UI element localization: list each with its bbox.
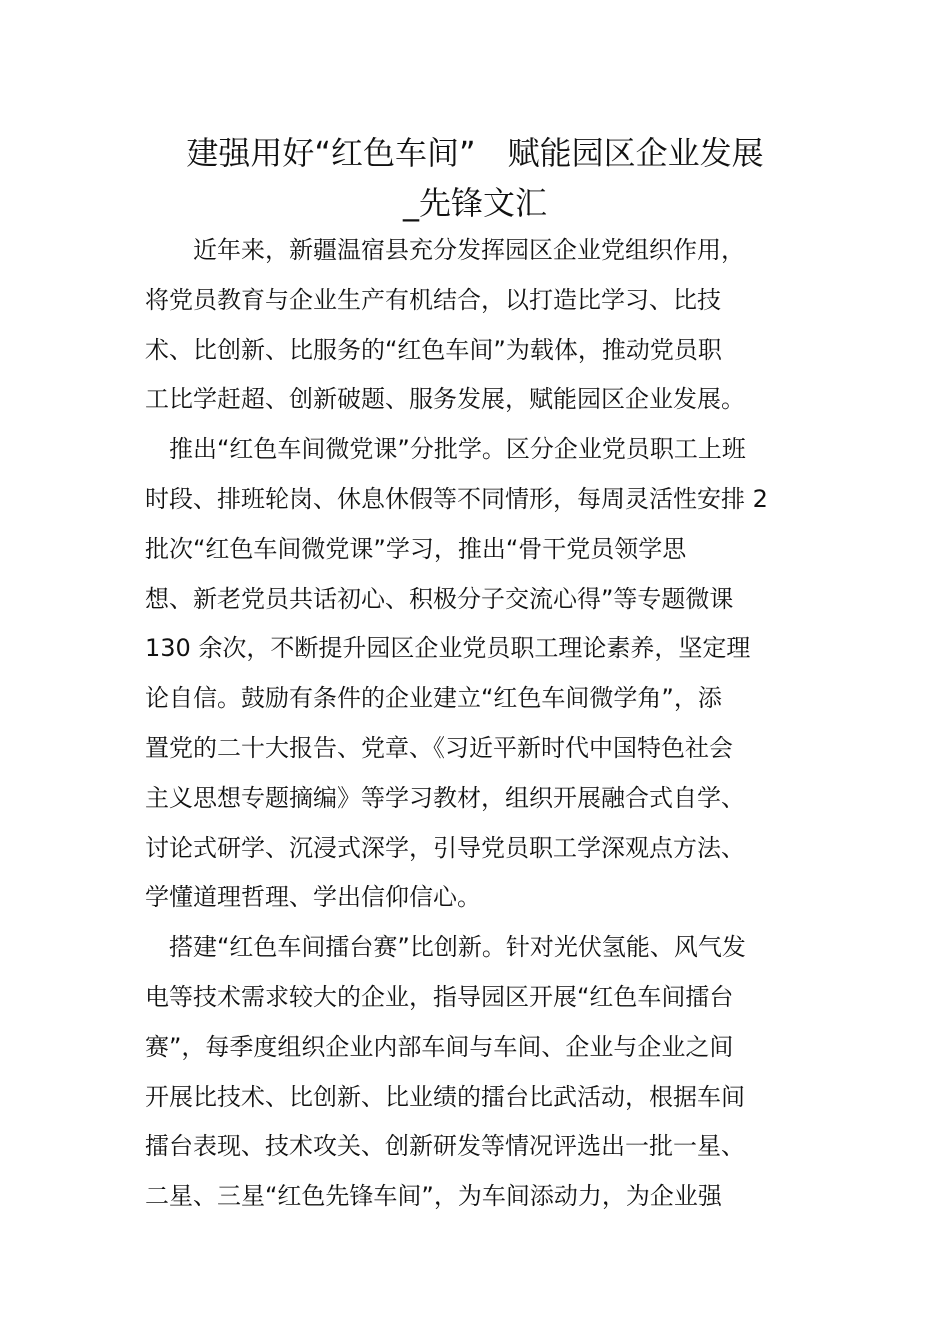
text-line: 搭建“红色车间擂台赛”比创新。针对光伏氢能、风气发 — [145, 933, 746, 962]
text-line: 时段、排班轮岗、休息休假等不同情形，每周灵活性安排 2 — [145, 484, 768, 513]
text-line: 130 余次，不断提升园区企业党员职工理论素养，坚定理 — [145, 634, 751, 663]
text-line: 想、新老党员共话初心、积极分子交流心得”等专题微课 — [145, 584, 734, 613]
paragraph-intro — [145, 226, 810, 425]
title-line: _先锋文汇 — [402, 184, 547, 222]
text-line: 将党员教育与企业生产有机结合，以打造比学习、比技 — [145, 285, 721, 314]
text-line: 赛”，每季度组织企业内部车间与车间、企业与企业之间 — [145, 1032, 734, 1061]
text-line: 擂台表现、技术攻关、创新研发等情况评选出一批一星、 — [145, 1132, 745, 1161]
text-line: 主义思想专题摘编》等学习教材，组织开展融合式自学、 — [145, 783, 745, 812]
text-line: 工比学赶超、创新破题、服务发展，赋能园区企业发展。 — [145, 385, 745, 414]
text-line: 开展比技术、比创新、比业绩的擂台比武活动，根据车间 — [145, 1082, 745, 1111]
text-line: 批次“红色车间微党课”学习，推出“骨干党员领学思 — [145, 534, 687, 563]
text-line: 论自信。鼓励有条件的企业建立“红色车间微学角”，添 — [145, 684, 722, 713]
text-line: 学懂道理哲理、学出信仰信心。 — [145, 883, 481, 912]
text-line: 置党的二十大报告、党章、《习近平新时代中国特色社会 — [145, 733, 733, 762]
text-line: 近年来，新疆温宿县充分发挥园区企业党组织作用， — [145, 236, 745, 264]
paragraph-competition — [145, 923, 810, 1222]
text-line: 电等技术需求较大的企业，指导园区开展“红色车间擂台 — [145, 982, 734, 1011]
paragraph-micro-lessons — [145, 425, 810, 923]
title-line: 建强用好“红色车间” 赋能园区企业发展 — [186, 134, 764, 172]
text-line: 术、比创新、比服务的“红色车间”为载体，推动党员职 — [145, 335, 722, 364]
document-body — [145, 226, 810, 1222]
text-line: 讨论式研学、沉浸式深学，引导党员职工学深观点方法、 — [145, 833, 745, 862]
document-title — [130, 128, 820, 228]
text-line: 二星、三星“红色先锋车间”，为车间添动力，为企业强 — [145, 1182, 722, 1211]
text-line: 推出“红色车间微党课”分批学。区分企业党员职工上班 — [145, 435, 746, 464]
